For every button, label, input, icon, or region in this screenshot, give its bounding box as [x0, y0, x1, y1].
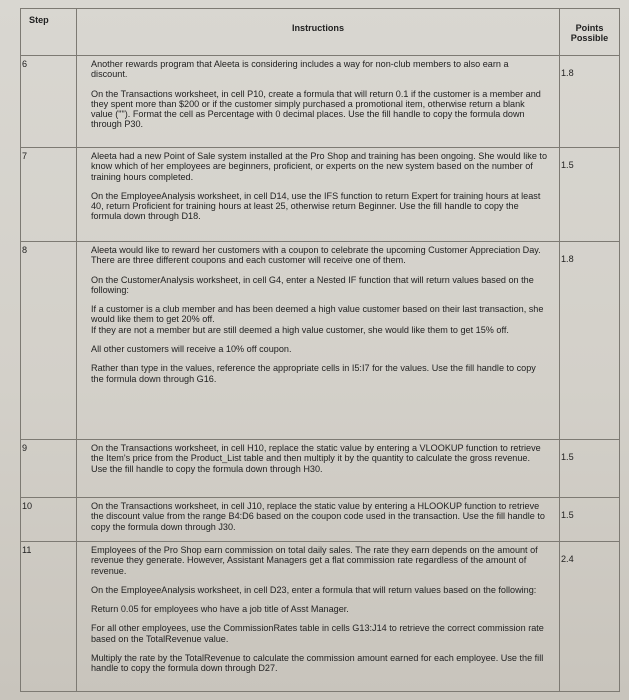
instruction-paragraph: On the CustomerAnalysis worksheet, in cell G4, enter a Nested IF function that will return values based on the following:	[91, 274, 534, 295]
table-row-step-11	[21, 542, 620, 692]
points-value: 1.5	[560, 498, 620, 542]
instruction-cell	[77, 148, 560, 242]
points-value: 1.5	[560, 148, 620, 242]
points-value: 1.5	[560, 440, 620, 498]
points-value: 2.4	[560, 542, 620, 692]
header-points-possible: Points Possible	[560, 9, 620, 56]
points-value: 1.8	[560, 242, 620, 440]
instruction-paragraph: On the EmployeeAnalysis worksheet, in cell D14, use the IFS function to return Expert for training hours at least 40, return Proficient for training hours at least 25, otherwise return Beginner. Use the fill handle to copy the formula down through D18.	[91, 190, 541, 222]
instruction-line: If a customer is a club member and has been deemed a high value customer based on their last transaction, she would like them to get 20% off.	[91, 304, 544, 325]
step-number: 8	[21, 242, 77, 440]
instruction-paragraph: Aleeta had a new Point of Sale system installed at the Pro Shop and training has been ongoing. She would like to know which of her employees are beginners, proficient, or experts on the new system based on the number of training hours completed.	[91, 151, 547, 182]
table-row-step-8	[21, 242, 620, 440]
instruction-paragraph: On the Transactions worksheet, in cell J10, replace the static value by entering a HLOOKUP function to retrieve the discount value from the range B4:D6 based on the coupon code used in the transaction. Use the fill handle to copy the formula down through J30.	[91, 501, 545, 532]
step-number: 6	[21, 56, 77, 148]
instruction-cell	[77, 542, 560, 692]
step-number: 11	[21, 542, 77, 692]
instruction-cell	[77, 440, 560, 498]
instruction-paragraph: All other customers will receive a 10% off coupon.	[91, 344, 292, 355]
step-number: 7	[21, 148, 77, 242]
table-row-step-9	[21, 440, 620, 498]
header-step: Step	[21, 9, 77, 56]
instruction-paragraph: Aleeta would like to reward her customers with a coupon to celebrate the upcoming Customer Appreciation Day. There are three different coupons and each customer will receive one of them.	[91, 245, 541, 266]
instruction-line: If they are not a member but are still deemed a high value customer, she would like them to get 15% off.	[91, 324, 509, 335]
instruction-paragraph: Another rewards program that Aleeta is considering includes a way for non-club members to also earn a discount.	[91, 59, 509, 80]
instruction-paragraph: On the Transactions worksheet, in cell P10, create a formula that will return 0.1 if the customer is a member and they spent more than $200 or if the customer simply purchased a promotional item, otherwise return a blank value (""). Format the cell as Percentage with 0 decimal places. Use the fill handle to copy the formula down through P30.	[91, 88, 541, 130]
instruction-cell	[77, 498, 560, 542]
header-instructions: Instructions	[77, 9, 560, 56]
instruction-paragraph: On the Transactions worksheet, in cell H10, replace the static value by entering a VLOOKUP function to retrieve the Item's price from the Product_List table and then multiply it by the quantity to calculate the gross revenue. Use the fill handle to copy the formula down through H30.	[91, 443, 541, 474]
instruction-paragraph	[91, 304, 547, 335]
step-number: 9	[21, 440, 77, 498]
instruction-paragraph: Rather than type in the values, reference the appropriate cells in I5:I7 for the values. Use the fill handle to copy the formula down through G16.	[91, 363, 536, 384]
instruction-cell	[77, 56, 560, 148]
instruction-paragraph: For all other employees, use the CommissionRates table in cells G13:J14 to retrieve the correct commission rate based on the TotalRevenue value.	[91, 623, 544, 644]
instruction-paragraph: Return 0.05 for employees who have a job title of Asst Manager.	[91, 604, 349, 615]
table-row-step-10	[21, 498, 620, 542]
instruction-paragraph: Employees of the Pro Shop earn commission on total daily sales. The rate they earn depends on the amount of revenue they generate. However, Assistant Managers get a flat commission rate regardless of the amount of revenue.	[91, 545, 538, 576]
instruction-paragraph: Multiply the rate by the TotalRevenue to calculate the commission amount earned for each employee. Use the fill handle to copy the formula down through D27.	[91, 653, 544, 674]
table-row-step-7	[21, 148, 620, 242]
points-value: 1.8	[560, 56, 620, 148]
step-number: 10	[21, 498, 77, 542]
instructions-table	[20, 8, 620, 692]
header-row	[21, 9, 620, 56]
instruction-paragraph: On the EmployeeAnalysis worksheet, in cell D23, enter a formula that will return values based on the following:	[91, 584, 537, 595]
table-row-step-6	[21, 56, 620, 148]
instruction-cell	[77, 242, 560, 440]
